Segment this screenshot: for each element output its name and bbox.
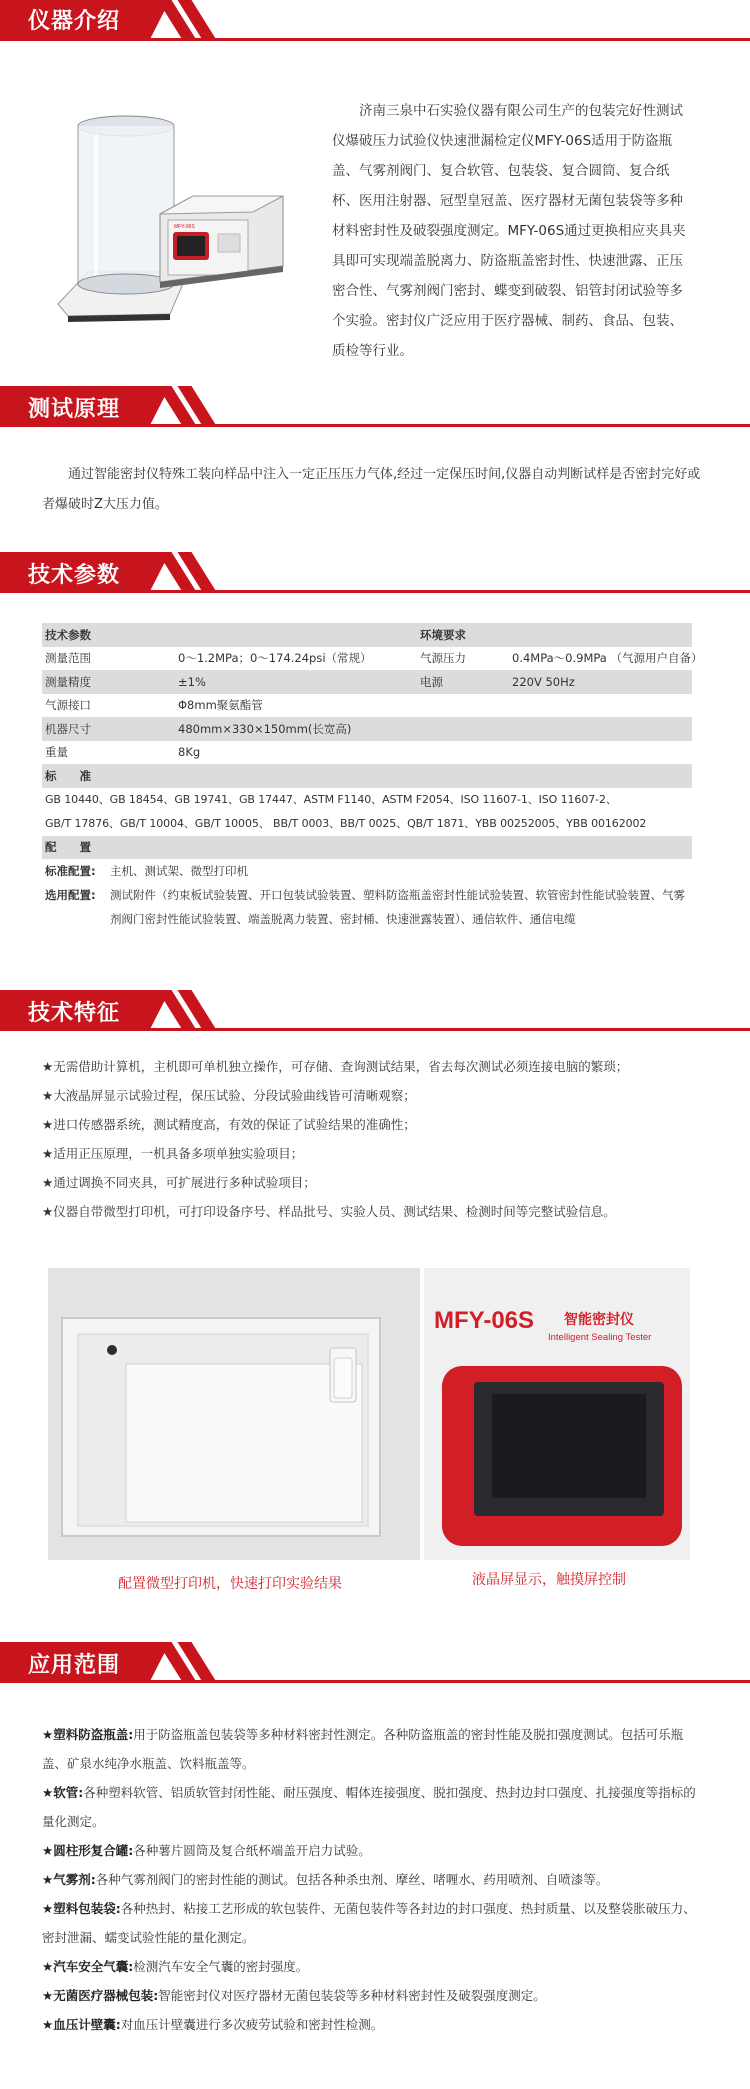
section-title: 技术特征 xyxy=(28,1001,121,1026)
list-item: ★血压计壁囊:对血压计壁囊进行多次疲劳试验和密封性检测。 xyxy=(42,2017,384,2032)
list-item: ★仪器自带微型打印机，可打印设备序号、样品批号、实验人员、测试结果、检测时间等完整试验信息。 xyxy=(42,1204,616,1219)
table-row: 测量精度 ±1% 电源 220V 50Hz xyxy=(42,670,692,694)
product-image xyxy=(48,104,308,324)
features-list xyxy=(42,1052,712,1226)
caption-printer: 配置微型打印机，快速打印实验结果 xyxy=(118,1576,342,1592)
section-header-params xyxy=(0,552,750,598)
list-item: ★气雾剂:各种气雾剂阀门的密封性能的测试。包括各种杀虫剂、摩丝、啫喱水、药用喷剂、自喷漆等。 xyxy=(42,1872,609,1887)
section-title: 测试原理 xyxy=(28,397,121,422)
list-item: ★汽车安全气囊:检测汽车安全气囊的密封强度。 xyxy=(42,1959,309,1974)
list-item: ★适用正压原理，一机具备多项单独实验项目； xyxy=(42,1146,304,1161)
principle-paragraph: 通过智能密封仪特殊工装向样品中注入一定正压压力气体,经过一定保压时间,仪器自动判断试样是否密封完好或者爆破时Z大压力值。 xyxy=(42,467,701,512)
device-label: MFY-06S xyxy=(174,224,195,230)
table-row: 重量 8Kg xyxy=(45,745,201,760)
list-item: ★塑料包装袋:各种热封、粘接工艺形成的软包装件、无菌包装件等各封边的封口强度、热封质量、以及整袋胀破压力、密封泄漏、蠕变试验性能的量化测定。 xyxy=(42,1901,696,1945)
screen-photo xyxy=(424,1268,690,1560)
product-name-cn: 智能密封仪 xyxy=(564,1312,634,1328)
list-item: ★塑料防盗瓶盖:用于防盗瓶盖包装袋等多种材料密封性测定。各种防盗瓶盖的密封性能及脱扣强度测试。包括可乐瓶盖、矿泉水纯净水瓶盖、饮料瓶盖等。 xyxy=(42,1727,684,1771)
list-item: ★大液晶屏显示试验过程，保压试验、分段试验曲线皆可清晰观察； xyxy=(42,1088,416,1103)
brand-label: MFY-06S xyxy=(434,1307,535,1334)
apps-list xyxy=(42,1720,702,2039)
standards-line: GB 10440、GB 18454、GB 19741、GB 17447、ASTM F1140、ASTM F2054、ISO 11607-1、ISO 11607-2、 xyxy=(45,792,617,806)
params-table xyxy=(42,623,703,931)
list-item: ★无菌医疗器械包装:智能密封仪对医疗器材无菌包装袋等多种材料密封性及破裂强度测定。 xyxy=(42,1988,546,2003)
config-header: 配 置 xyxy=(42,836,692,860)
std-config-row: 标准配置: 主机、测试架、微型打印机 xyxy=(45,864,248,878)
intro-paragraph: 济南三泉中石实验仪器有限公司生产的包装完好性测试仪爆破压力试验仪快速泄漏检定仪MFY-06S适用于防盗瓶盖、气雾剂阀门、复合软管、包装袋、复合圆筒、复合纸杯、医用注射器、冠型皇冠盖、医疗器材无菌包装袋等多种材料密封性及破裂强度测定。MFY-06S通过更换相应夹具夹具即可实现端盖脱离力、防盗瓶盖密封性、快速泄露、正压密合性、气雾剂阀门密封、蝶变到破裂、铝管封闭试验等多个实验。密封仪广泛应用于医疗器械、制药、食品、包装、质检等行业。 xyxy=(332,103,686,359)
caption-screen: 液晶屏显示，触摸屏控制 xyxy=(472,1572,626,1588)
section-title: 应用范围 xyxy=(28,1653,121,1678)
product-name-en: Intelligent Sealing Tester xyxy=(548,1332,652,1343)
list-item: ★圆柱形复合罐:各种薯片圆筒及复合纸杯端盖开启力试验。 xyxy=(42,1843,371,1858)
section-title: 仪器介绍 xyxy=(28,9,121,34)
standards-line: GB/T 17876、GB/T 10004、GB/T 10005、 BB/T 0003、BB/T 0025、QB/T 1871、YBB 00252005、YBB 00162002 xyxy=(45,816,647,830)
section-header-apps xyxy=(0,1642,750,1688)
table-row: 气源接口 Φ8mm聚氨酯管 xyxy=(45,698,263,713)
table-row: 测量范围 0～1.2MPa；0～174.24psi（常规） 气源压力 0.4MPa～0.9MPa （气源用户自备） xyxy=(45,651,703,666)
section-header-principle xyxy=(0,386,750,432)
printer-photo xyxy=(48,1268,420,1560)
list-item: ★软管:各种塑料软管、铝质软管封闭性能、耐压强度、帽体连接强度、脱扣强度、热封边封口强度、扎接强度等指标的量化测定。 xyxy=(42,1785,696,1829)
table-row: 机器尺寸 480mm×330×150mm(长宽高) xyxy=(42,717,692,741)
list-item: ★无需借助计算机，主机即可单机独立操作，可存储、查询测试结果，省去每次测试必须连接电脑的繁琐； xyxy=(42,1059,629,1074)
section-header-features xyxy=(0,990,750,1036)
list-item: ★进口传感器系统，测试精度高，有效的保证了试验结果的准确性； xyxy=(42,1117,416,1132)
table-header-row: 技术参数 环境要求 xyxy=(42,623,692,647)
list-item: ★通过调换不同夹具，可扩展进行多种试验项目； xyxy=(42,1175,316,1190)
section-title: 技术参数 xyxy=(28,563,121,588)
standards-header: 标 准 xyxy=(42,764,692,788)
opt-config-row: 选用配置: 测试附件（约束板试验装置、开口包装试验装置、塑料防盗瓶盖密封性能试验装置、软管密封性能试验装置、气雾剂阀门密封性能试验装置、端盖脱离力装置、密封桶、快速泄露装置）、通信软件、通信电缆 xyxy=(45,888,685,926)
section-header-intro xyxy=(0,0,750,46)
